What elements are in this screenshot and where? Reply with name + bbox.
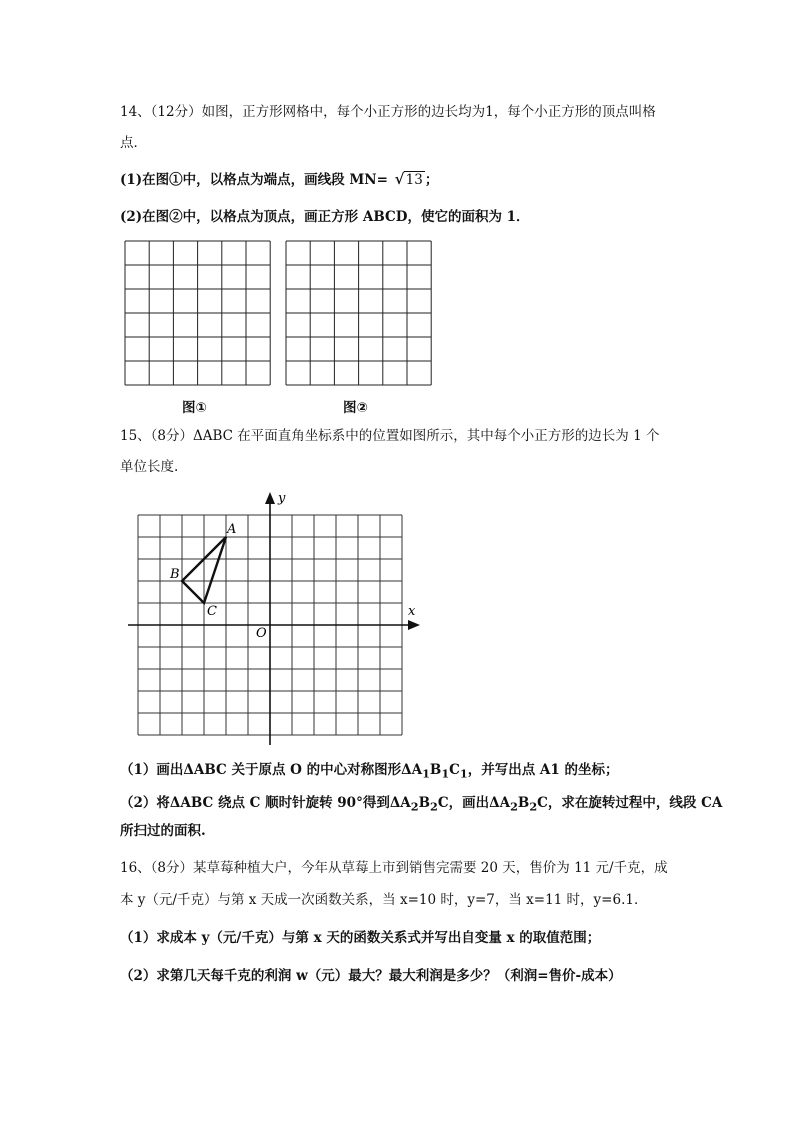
grid-figure-1 [125,241,270,385]
q14-part1: (1)在图①中，以格点为端点，画线段 MN= √ 13 ； [120,170,439,188]
q16-part1: （1）求成本 y（元/千克）与第 x 天的函数关系式并写出自变量 x 的取值范围； [120,930,601,946]
q15-part1: （1）画出ΔABC 关于原点 O 的中心对称图形$\Delta A_1B_1C_1$，并写出点 A1 的坐标； [120,762,619,781]
x-axis [128,620,420,630]
y-axis-arrow-icon [265,492,275,504]
q15-part2-line2: 所扫过的面积. [120,823,206,839]
q15-part2: （2）将ΔABC 绕点 C 顺时针旋转 90°得到$\Delta A_2B_2C$，画出$\Delta A_2B_2C$，求在旋转过程中，线段 CA [120,795,723,814]
label-origin: O [256,626,267,641]
caption-figure-2: 图② [343,400,368,416]
x-axis-arrow-icon [408,620,420,630]
q14-stem-line1: 14、（12分）如图，正方形网格中，每个小正方形的边长均为1，每个小正方形的顶点叫格 [120,104,656,120]
q16-part2: （2）求第几天每千克的利润 w（元）最大？最大利润是多少？（利润=售价-成本） [120,968,622,984]
q14-part1-text: (1)在图①中，以格点为端点，画线段 MN= [120,172,388,188]
y-axis [265,492,275,745]
q14-part2: (2)在图②中，以格点为顶点，画正方形 ABCD，使它的面积为 1． [120,209,530,225]
grid-figure-2 [286,241,431,385]
label-x: x [408,604,416,619]
label-c: C [207,604,217,619]
sqrt-symbol: √ 13 [394,170,423,188]
q15-stem-line1: 15、（8分）ΔABC 在平面直角坐标系中的位置如图所示，其中每个小正方形的边长为 1 个 [120,428,660,444]
label-y: y [278,491,286,506]
sqrt-radicand: 13 [405,172,423,188]
q16-stem-line2: 本 y（元/千克）与第 x 天成一次函数关系，当 x=10 时，y=7，当 x=11 时，y=6.1． [120,892,648,908]
q14-stem-line2: 点． [120,135,147,151]
q15-stem-line2: 单位长度. [120,459,179,475]
q16-stem-line1: 16、（8分）某草莓种植大户，今年从草莓上市到销售完需要 20 天，售价为 11 元/千克，成 [120,860,668,876]
caption-figure-1: 图① [182,400,207,416]
label-b: B [170,567,180,582]
label-a: A [227,522,237,537]
